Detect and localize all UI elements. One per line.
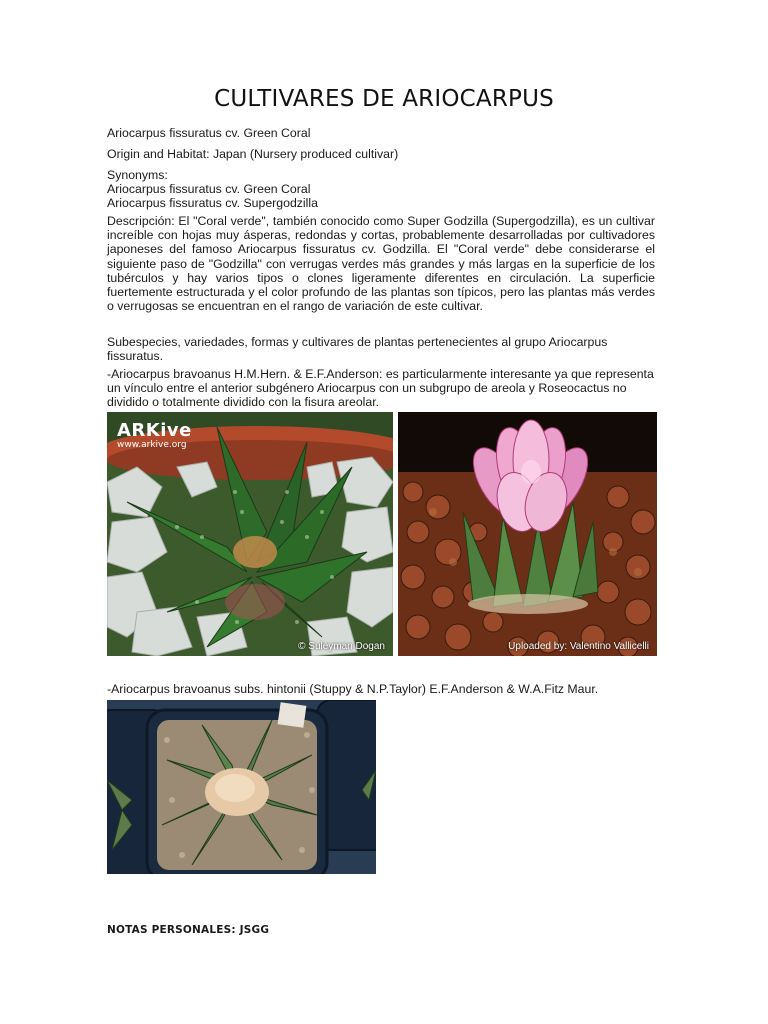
photo-pink-flower-cactus xyxy=(398,412,657,656)
page-title: CULTIVARES DE ARIOCARPUS xyxy=(214,86,554,112)
origin-habitat: Origin and Habitat: Japan (Nursery produced cultivar) xyxy=(107,147,399,161)
synonyms-heading: Synonyms: xyxy=(107,168,168,182)
cultivar-name: Ariocarpus fissuratus cv. Green Coral xyxy=(107,126,311,140)
photo-hintonii-cactus xyxy=(107,700,376,874)
photo-credit: © Suleyman Dogan xyxy=(298,641,385,652)
subspecies-paragraph: Subespecies, variedades, formas y cultivares de plantas pertenecientes al grupo Ariocarpus fissuratus. xyxy=(107,335,608,364)
synonym-item: Ariocarpus fissuratus cv. Supergodzilla xyxy=(107,196,318,211)
synonyms-block xyxy=(107,168,655,211)
photo-green-cactus xyxy=(107,412,393,656)
synonym-item: Ariocarpus fissuratus cv. Green Coral xyxy=(107,182,311,197)
hintonii-paragraph: -Ariocarpus bravoanus subs. hintonii (Stuppy & N.P.Taylor) E.F.Anderson & W.A.Fitz Maur. xyxy=(107,682,599,696)
description-paragraph: Descripción: El "Coral verde", también conocido como Super Godzilla (Supergodzilla), es un cultivar increíble con hojas muy ásperas, redondas y cortas, probablemente desarrolladas por cultivadores japoneses del famoso Ariocarpus fissuratus cv. Godzilla. El "Coral verde" debe considerarse el siguiente paso de "Godzilla" con verrugas verdes más grandes y más largas en la superficie de los tubérculos y hay varios tipos o clones ligeramente diferentes en circulación. La superficie fuertemente estructurada y el color profundo de las plantas son típicos, pero las plantas más verdes o verrugosas se encuentran en el rango de variación de este cultivar. xyxy=(107,214,655,314)
photo-credit: Uploaded by: Valentino Vallicelli xyxy=(508,641,649,652)
arkive-logo xyxy=(117,422,192,450)
personal-notes: NOTAS PERSONALES: JSGG xyxy=(107,924,270,936)
arkive-brand: ARKive xyxy=(117,420,192,441)
bravoanus-paragraph: -Ariocarpus bravoanus H.M.Hern. & E.F.Anderson: es particularmente interesante ya que representa un vínculo entre el anterior subgénero Ariocarpus con un subgrupo de areola y Roseocactus no dividido o totalmente dividido con la fisura areolar. xyxy=(107,367,654,410)
arkive-url: www.arkive.org xyxy=(117,440,187,450)
